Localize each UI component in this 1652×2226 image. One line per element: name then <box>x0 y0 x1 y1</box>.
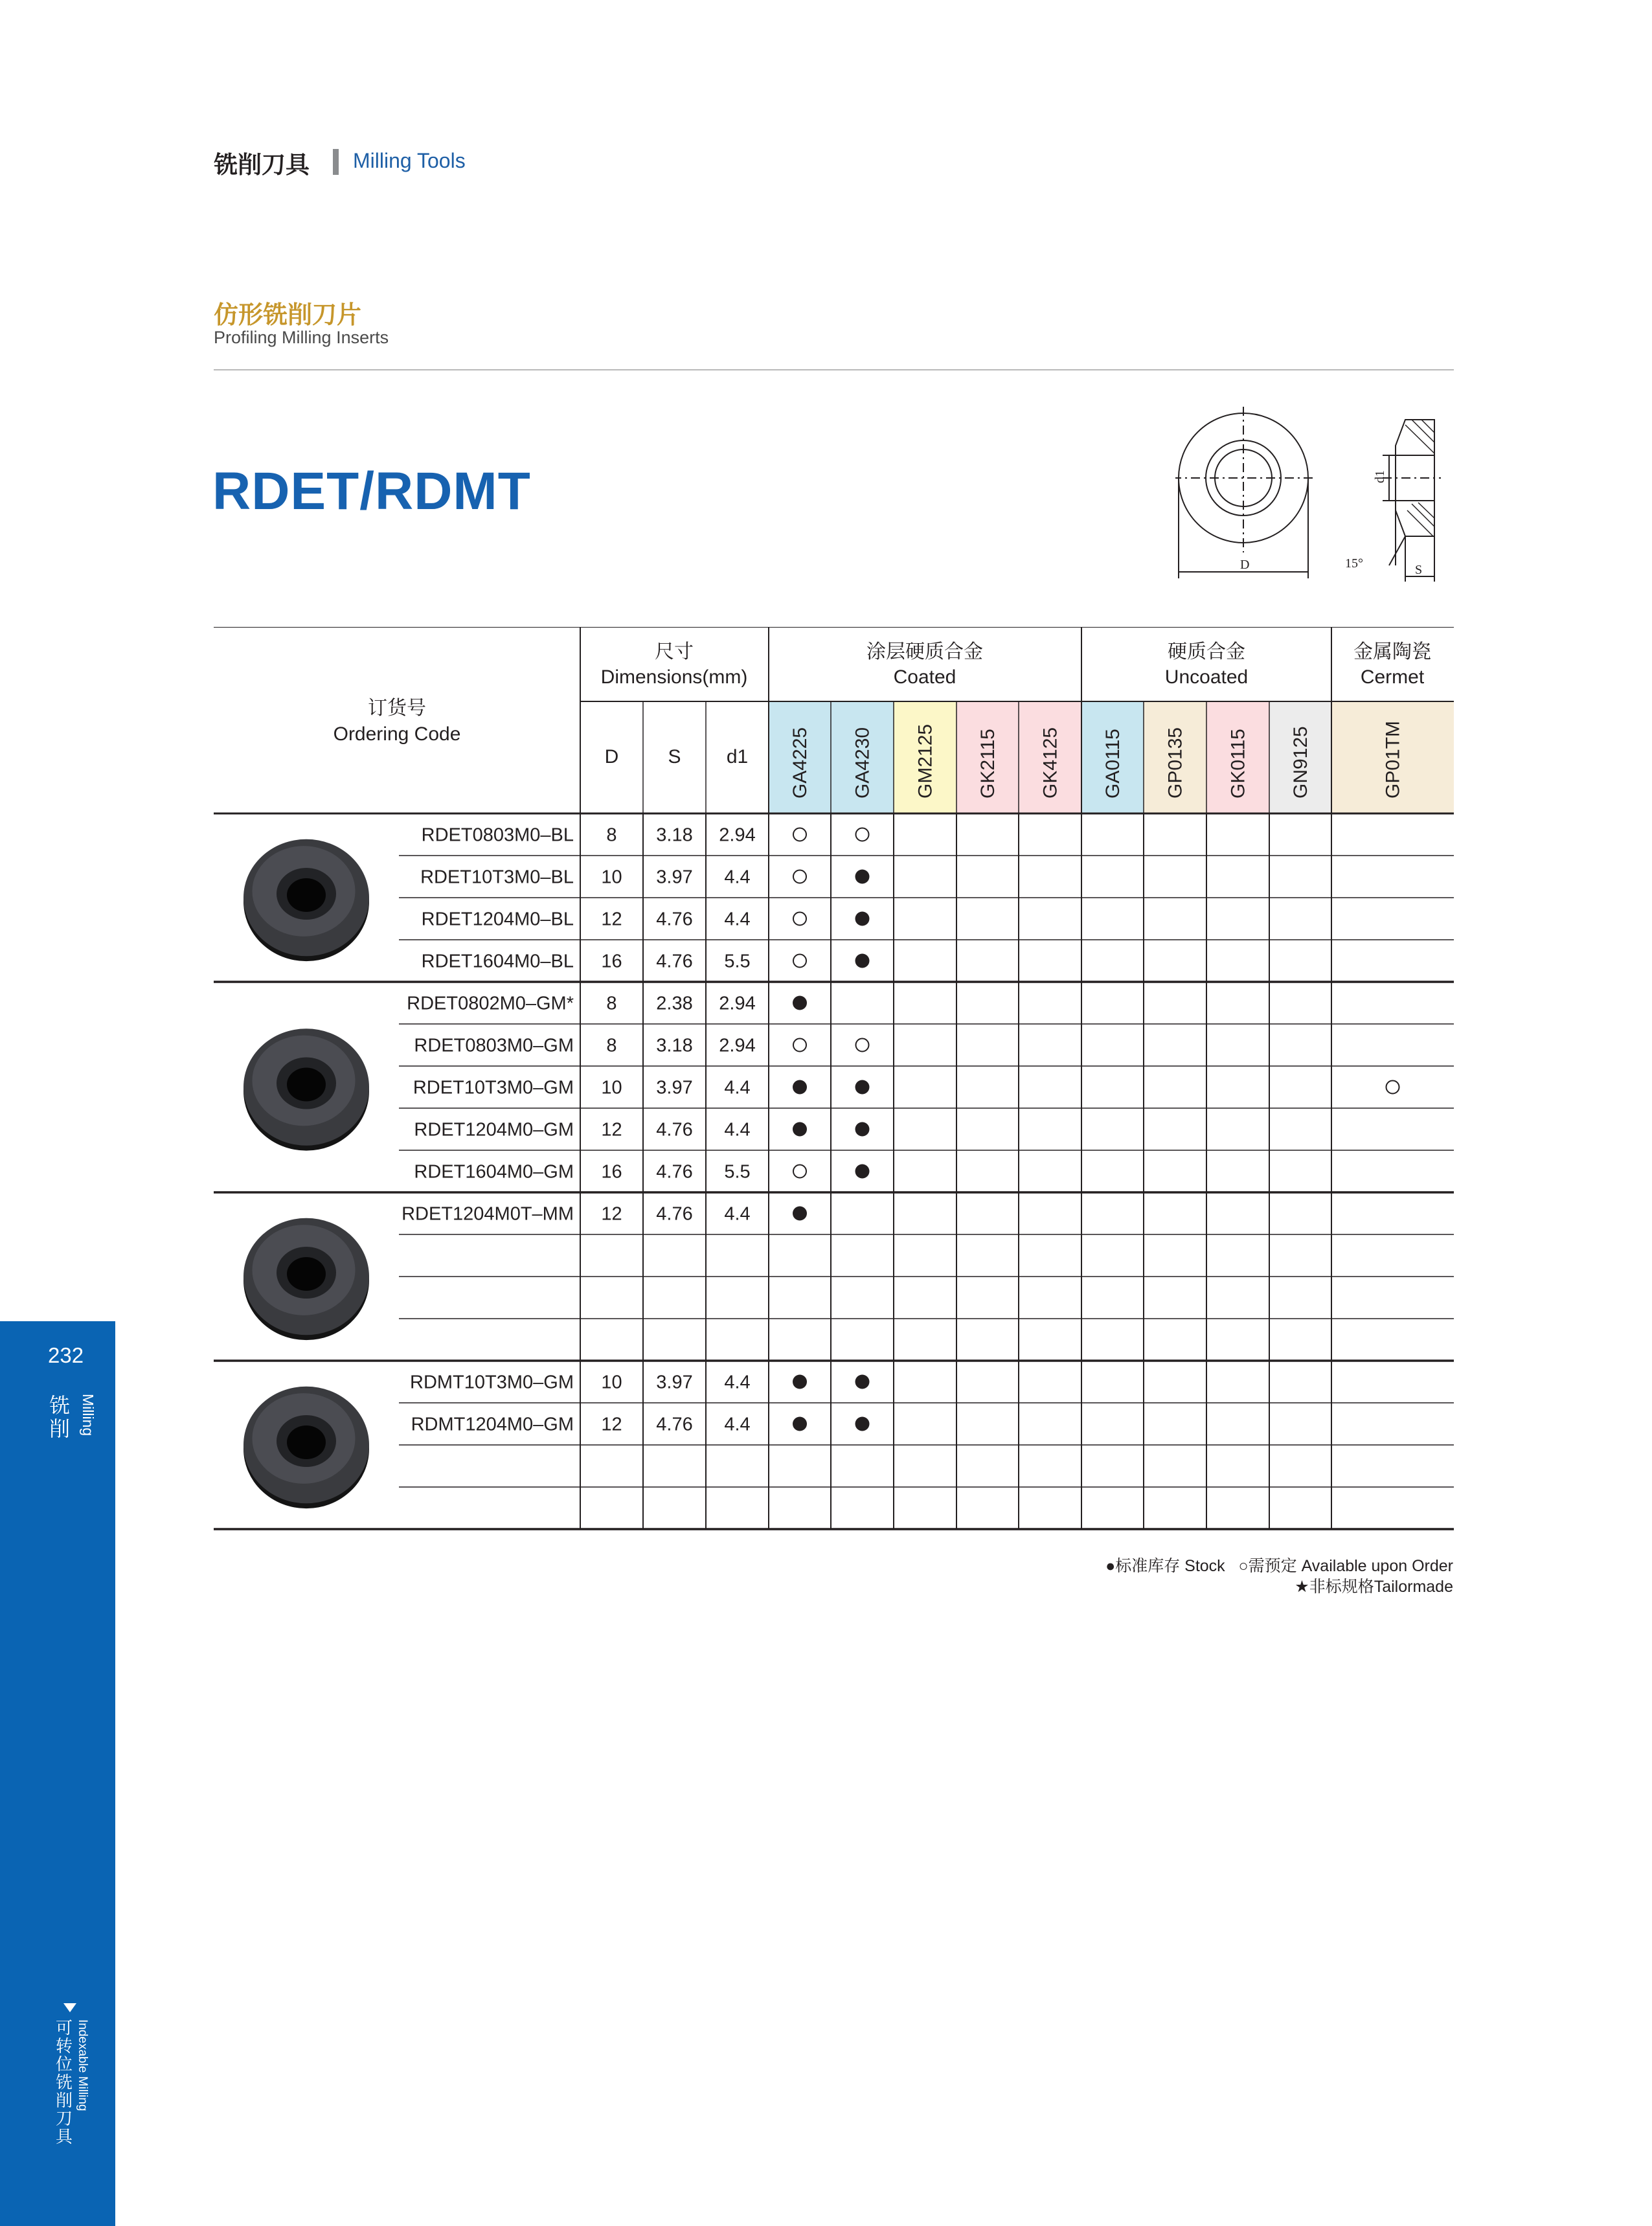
dim-value-d1: 2.94 <box>719 993 756 1014</box>
legend-tailormade: ★非标规格Tailormade <box>1295 1578 1453 1596</box>
coated-header-cn: 涂层硬质合金 <box>866 641 983 663</box>
coated-header-en: Coated <box>893 666 956 688</box>
ordering-code-header-cn: 订货号 <box>368 697 426 720</box>
order-circle-icon <box>856 1039 869 1052</box>
dim-value-d: 16 <box>601 1161 622 1183</box>
ordering-code: RDET0803M0–GM <box>414 1035 574 1056</box>
product-table <box>214 627 1454 1534</box>
ordering-code: RDET0803M0–BL <box>421 824 574 846</box>
dim-value-d1: 4.4 <box>724 909 751 930</box>
header-divider <box>333 149 339 175</box>
dim-value-d: 10 <box>601 1077 622 1098</box>
dim-value-d1: 4.4 <box>724 1203 751 1225</box>
dim-value-d: 12 <box>601 909 622 930</box>
dim-col-d: D <box>604 746 619 767</box>
ordering-code: RDMT10T3M0–GM <box>410 1372 574 1393</box>
grade-col-gk0115: GK0115 <box>1227 729 1249 799</box>
order-circle-icon <box>1386 1081 1399 1094</box>
ordering-code-header-en: Ordering Code <box>333 723 461 745</box>
stock-dot-icon <box>793 1375 807 1389</box>
uncoated-header-cn: 硬质合金 <box>1168 641 1245 663</box>
dim-value-d: 8 <box>606 1035 617 1056</box>
dim-col-d1: d1 <box>726 746 749 767</box>
order-circle-icon <box>793 913 806 926</box>
stock-dot-icon <box>855 1164 870 1179</box>
cermet-header-cn: 金属陶瓷 <box>1353 641 1431 663</box>
page-number: 232 <box>48 1343 84 1367</box>
order-circle-icon <box>793 828 806 841</box>
grade-col-gn9125: GN9125 <box>1290 726 1311 799</box>
dim-value-s: 3.97 <box>656 867 693 888</box>
stock-dot-icon <box>855 1122 870 1137</box>
dim-value-d1: 4.4 <box>724 867 751 888</box>
drawing-label-d1: d1 <box>1373 470 1387 483</box>
dim-value-s: 3.97 <box>656 1077 693 1098</box>
dim-value-s: 4.76 <box>656 1203 693 1225</box>
dim-value-d: 10 <box>601 867 622 888</box>
ordering-code: RDET1204M0–BL <box>421 909 574 930</box>
dim-value-s: 4.76 <box>656 1119 693 1141</box>
dim-value-s: 2.38 <box>656 993 693 1014</box>
order-circle-icon <box>793 870 806 883</box>
grade-col-ga0115: GA0115 <box>1102 729 1124 799</box>
stock-dot-icon <box>855 1417 870 1431</box>
insert-mm-icon-hole <box>287 1257 326 1291</box>
grade-col-gm2125: GM2125 <box>914 723 936 799</box>
drawing-label-angle: 15° <box>1345 556 1363 571</box>
dim-value-s: 4.76 <box>656 1161 693 1183</box>
dim-value-d: 16 <box>601 951 622 972</box>
drawing-label-d: D <box>1240 558 1250 572</box>
drawing-label-s: S <box>1415 563 1423 577</box>
ordering-code: RDET1604M0–GM <box>414 1161 574 1183</box>
stock-dot-icon <box>855 954 870 968</box>
dim-value-d1: 4.4 <box>724 1372 751 1393</box>
ordering-code: RDET1204M0–GM <box>414 1119 574 1141</box>
grade-col-ga4230: GA4230 <box>852 727 874 799</box>
order-circle-icon <box>793 955 806 968</box>
legend-stock: ●标准库存 Stock <box>1105 1557 1225 1575</box>
stock-dot-icon <box>793 1207 807 1221</box>
ordering-code: RDMT1204M0–GM <box>411 1414 574 1435</box>
dim-col-s: S <box>668 746 681 767</box>
side-section-en: Indexable Milling <box>76 2019 89 2111</box>
grade-col-gp0135: GP0135 <box>1164 727 1186 799</box>
grade-col-gk4125: GK4125 <box>1039 727 1061 799</box>
dimensions-header-en: Dimensions(mm) <box>600 666 748 688</box>
dim-value-d1: 4.4 <box>724 1414 751 1435</box>
stock-dot-icon <box>793 1417 807 1431</box>
ordering-code: RDET1604M0–BL <box>421 951 574 972</box>
dim-value-d: 12 <box>601 1119 622 1141</box>
stock-dot-icon <box>855 912 870 926</box>
side-chapter-en: Milling <box>80 1394 96 1437</box>
ordering-code: RDET0802M0–GM* <box>407 993 574 1014</box>
dim-value-d: 8 <box>606 824 617 846</box>
section-title-en: Profiling Milling Inserts <box>214 328 389 347</box>
model-title: RDET/RDMT <box>212 462 531 521</box>
dim-value-s: 4.76 <box>656 1414 693 1435</box>
stock-dot-icon <box>793 1122 807 1137</box>
ordering-code: RDET10T3M0–BL <box>420 867 574 888</box>
grade-col-ga4225: GA4225 <box>789 727 811 799</box>
grade-col-gk2115: GK2115 <box>977 729 999 799</box>
dim-value-d1: 4.4 <box>724 1119 751 1141</box>
order-circle-icon <box>793 1165 806 1178</box>
uncoated-header-en: Uncoated <box>1164 666 1249 688</box>
dim-value-d1: 2.94 <box>719 1035 756 1056</box>
section-rule <box>214 369 1454 370</box>
legend-availability <box>1105 1553 1453 1576</box>
dimensions-header-cn: 尺寸 <box>655 641 694 663</box>
dim-value-s: 4.76 <box>656 951 693 972</box>
stock-dot-icon <box>793 996 807 1010</box>
header-category-en: Milling Tools <box>353 149 466 172</box>
dim-value-s: 3.18 <box>656 1035 693 1056</box>
dim-value-d: 8 <box>606 993 617 1014</box>
ordering-code: RDET10T3M0–GM <box>413 1077 574 1098</box>
insert-technical-drawing <box>1175 407 1447 589</box>
dim-value-d1: 2.94 <box>719 824 756 846</box>
stock-dot-icon <box>855 1375 870 1389</box>
grade-col-gp01tm: GP01TM <box>1382 720 1404 799</box>
dim-value-d: 12 <box>601 1414 622 1435</box>
header-category-cn: 铣削刀具 <box>214 151 310 179</box>
insert-gm-icon-hole <box>287 1068 326 1102</box>
dim-value-s: 3.97 <box>656 1372 693 1393</box>
dim-value-d: 10 <box>601 1372 622 1393</box>
stock-dot-icon <box>855 1080 870 1095</box>
dim-value-d1: 5.5 <box>724 951 751 972</box>
dim-value-d: 12 <box>601 1203 622 1225</box>
section-title-cn: 仿形铣削刀片 <box>214 301 362 329</box>
side-arrow-icon <box>63 2003 76 2012</box>
ordering-code: RDET1204M0T–MM <box>402 1203 574 1225</box>
order-circle-icon <box>856 828 869 841</box>
dim-value-s: 4.76 <box>656 909 693 930</box>
side-chapter-cn: 铣削 <box>49 1393 71 1441</box>
side-section-cn: 可转位铣削刀具 <box>56 2019 73 2147</box>
stock-dot-icon <box>793 1080 807 1095</box>
insert-rdmt-icon-hole <box>287 1425 326 1459</box>
dim-value-d1: 4.4 <box>724 1077 751 1098</box>
order-circle-icon <box>793 1039 806 1052</box>
dim-value-s: 3.18 <box>656 824 693 846</box>
dim-value-d1: 5.5 <box>724 1161 751 1183</box>
legend-order: ○需预定 Available upon Order <box>1238 1557 1453 1575</box>
cermet-header-en: Cermet <box>1360 666 1425 688</box>
stock-dot-icon <box>855 870 870 884</box>
insert-bl-icon-hole <box>287 878 326 912</box>
